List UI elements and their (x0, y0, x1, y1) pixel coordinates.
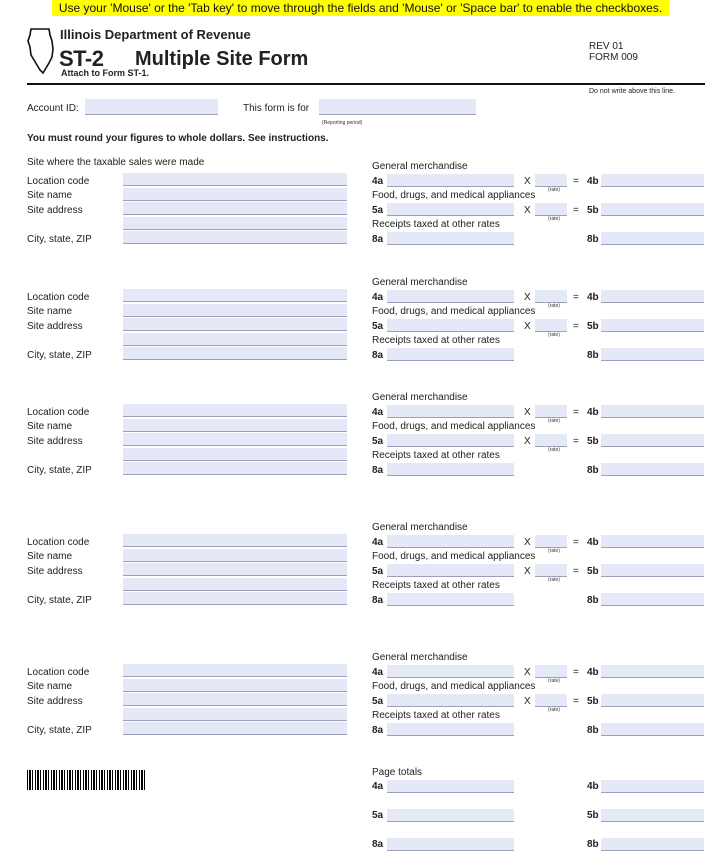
site-5-city-state-zip-field[interactable] (123, 722, 347, 735)
form-code: FORM 009 (589, 52, 638, 63)
rate-label: (rate) (548, 187, 560, 193)
site-1-address-line1-field[interactable] (123, 202, 347, 215)
revision-block (589, 41, 638, 63)
general-merchandise-label: General merchandise (372, 277, 468, 288)
location-code-label: Location code (27, 176, 90, 187)
equals-sign: = (573, 667, 579, 678)
site-2-site-name-field[interactable] (123, 304, 347, 317)
equals-sign: = (573, 292, 579, 303)
site-1-address-line2-field[interactable] (123, 217, 347, 230)
times-sign: X (524, 205, 531, 216)
general-merchandise-label: General merchandise (372, 652, 468, 663)
instruction-banner: Use your 'Mouse' or the 'Tab key' to move through the fields and 'Mouse' or 'Space bar' to enable the checkboxes. (52, 0, 669, 16)
illinois-state-icon (25, 27, 57, 75)
line-8b-label: 8b (587, 350, 599, 361)
line-5a-label: 5a (372, 321, 384, 332)
site-4-address-line2-field[interactable] (123, 578, 347, 591)
site-name-label: Site name (27, 190, 73, 201)
site-name-label: Site name (27, 681, 73, 692)
reporting-period-note: (Reporting period) (322, 120, 363, 126)
reporting-period-field[interactable] (319, 99, 476, 115)
line-5b-label: 5b (587, 696, 599, 707)
agency-name: Illinois Department of Revenue (60, 27, 251, 42)
do-not-write-note: Do not write above this line. (589, 88, 675, 95)
attach-note: Attach to Form ST-1. (61, 68, 150, 78)
site-2-4b-field[interactable] (601, 290, 704, 303)
site-2-5a-field[interactable] (387, 319, 514, 332)
general-merchandise-label: General merchandise (372, 392, 468, 403)
city-state-zip-label: City, state, ZIP (27, 234, 92, 245)
food-drugs-label: Food, drugs, and medical appliances (372, 421, 536, 432)
form-title: Multiple Site Form (135, 48, 309, 70)
account-id-field[interactable] (85, 99, 218, 115)
site-3-8b-field[interactable] (601, 463, 704, 476)
revision-label: REV 01 (589, 41, 624, 52)
site-2-4a-rate-field[interactable] (535, 290, 567, 303)
other-rates-label: Receipts taxed at other rates (372, 710, 500, 721)
total-line-5a-label: 5a (372, 810, 384, 821)
total-5b-field[interactable] (601, 809, 704, 822)
total-line-5b-label: 5b (587, 810, 599, 821)
line-8a-label: 8a (372, 725, 384, 736)
equals-sign: = (573, 321, 579, 332)
food-drugs-label: Food, drugs, and medical appliances (372, 306, 536, 317)
equals-sign: = (573, 205, 579, 216)
site-heading: Site where the taxable sales were made (27, 157, 205, 168)
times-sign: X (524, 292, 531, 303)
site-1-8a-field[interactable] (387, 232, 514, 245)
site-name-label: Site name (27, 551, 73, 562)
site-address-label: Site address (27, 436, 83, 447)
site-2-5b-field[interactable] (601, 319, 704, 332)
site-3-5a-rate-field[interactable] (535, 434, 567, 447)
food-drugs-label: Food, drugs, and medical appliances (372, 551, 536, 562)
site-1-8b-field[interactable] (601, 232, 704, 245)
times-sign: X (524, 537, 531, 548)
line-4b-label: 4b (587, 292, 599, 303)
times-sign: X (524, 667, 531, 678)
times-sign: X (524, 696, 531, 707)
site-address-label: Site address (27, 696, 83, 707)
location-code-label: Location code (27, 292, 90, 303)
barcode (27, 770, 147, 790)
rate-label: (rate) (548, 577, 560, 583)
site-5-5a-rate-field[interactable] (535, 694, 567, 707)
site-4-8b-field[interactable] (601, 593, 704, 606)
site-4-8a-field[interactable] (387, 593, 514, 606)
line-8a-label: 8a (372, 350, 384, 361)
total-8a-field[interactable] (387, 838, 514, 851)
site-address-label: Site address (27, 566, 83, 577)
site-1-4a-field[interactable] (387, 174, 514, 187)
site-4-city-state-zip-field[interactable] (123, 592, 347, 605)
site-address-label: Site address (27, 321, 83, 332)
site-1-5a-rate-field[interactable] (535, 203, 567, 216)
times-sign: X (524, 436, 531, 447)
rate-label: (rate) (548, 548, 560, 554)
total-8b-field[interactable] (601, 838, 704, 851)
site-4-4a-field[interactable] (387, 535, 514, 548)
site-1-city-state-zip-field[interactable] (123, 231, 347, 244)
site-2-5a-rate-field[interactable] (535, 319, 567, 332)
site-3-address-line1-field[interactable] (123, 433, 347, 446)
city-state-zip-label: City, state, ZIP (27, 465, 92, 476)
site-4-4a-rate-field[interactable] (535, 535, 567, 548)
general-merchandise-label: General merchandise (372, 522, 468, 533)
line-5a-label: 5a (372, 205, 384, 216)
line-5b-label: 5b (587, 566, 599, 577)
total-4b-field[interactable] (601, 780, 704, 793)
site-4-4b-field[interactable] (601, 535, 704, 548)
site-2-address-line2-field[interactable] (123, 333, 347, 346)
line-5b-label: 5b (587, 436, 599, 447)
line-5b-label: 5b (587, 321, 599, 332)
line-4b-label: 4b (587, 176, 599, 187)
total-line-8a-label: 8a (372, 839, 384, 850)
site-5-4a-field[interactable] (387, 665, 514, 678)
site-5-location-code-field[interactable] (123, 664, 347, 677)
site-name-label: Site name (27, 421, 73, 432)
rate-label: (rate) (548, 678, 560, 684)
line-8b-label: 8b (587, 465, 599, 476)
line-5a-label: 5a (372, 436, 384, 447)
times-sign: X (524, 176, 531, 187)
line-5a-label: 5a (372, 696, 384, 707)
form-number: ST-2 (59, 46, 104, 71)
site-2-4a-field[interactable] (387, 290, 514, 303)
site-2-8a-field[interactable] (387, 348, 514, 361)
city-state-zip-label: City, state, ZIP (27, 595, 92, 606)
equals-sign: = (573, 537, 579, 548)
site-2-city-state-zip-field[interactable] (123, 347, 347, 360)
line-4b-label: 4b (587, 667, 599, 678)
equals-sign: = (573, 176, 579, 187)
total-line-4a-label: 4a (372, 781, 384, 792)
site-3-4a-rate-field[interactable] (535, 405, 567, 418)
site-1-4a-rate-field[interactable] (535, 174, 567, 187)
total-5a-field[interactable] (387, 809, 514, 822)
times-sign: X (524, 566, 531, 577)
page-totals-heading: Page totals (372, 767, 423, 778)
site-1-location-code-field[interactable] (123, 173, 347, 186)
reporting-period-label: This form is for (243, 103, 310, 114)
site-5-5a-field[interactable] (387, 694, 514, 707)
rate-label: (rate) (548, 332, 560, 338)
line-8a-label: 8a (372, 234, 384, 245)
site-3-site-name-field[interactable] (123, 419, 347, 432)
site-1-5a-field[interactable] (387, 203, 514, 216)
total-line-4b-label: 4b (587, 781, 599, 792)
site-4-5a-field[interactable] (387, 564, 514, 577)
location-code-label: Location code (27, 537, 90, 548)
line-8b-label: 8b (587, 725, 599, 736)
equals-sign: = (573, 566, 579, 577)
site-4-5a-rate-field[interactable] (535, 564, 567, 577)
site-4-location-code-field[interactable] (123, 534, 347, 547)
site-address-label: Site address (27, 205, 83, 216)
site-5-address-line1-field[interactable] (123, 693, 347, 706)
rate-label: (rate) (548, 418, 560, 424)
total-line-8b-label: 8b (587, 839, 599, 850)
site-1-4b-field[interactable] (601, 174, 704, 187)
line-4a-label: 4a (372, 537, 384, 548)
equals-sign: = (573, 696, 579, 707)
location-code-label: Location code (27, 667, 90, 678)
city-state-zip-label: City, state, ZIP (27, 350, 92, 361)
site-4-5b-field[interactable] (601, 564, 704, 577)
city-state-zip-label: City, state, ZIP (27, 725, 92, 736)
line-8b-label: 8b (587, 234, 599, 245)
site-5-4a-rate-field[interactable] (535, 665, 567, 678)
site-3-4b-field[interactable] (601, 405, 704, 418)
total-4a-field[interactable] (387, 780, 514, 793)
site-3-5b-field[interactable] (601, 434, 704, 447)
other-rates-label: Receipts taxed at other rates (372, 450, 500, 461)
site-1-5b-field[interactable] (601, 203, 704, 216)
other-rates-label: Receipts taxed at other rates (372, 580, 500, 591)
rounding-instruction: You must round your figures to whole dollars. See instructions. (27, 133, 329, 144)
times-sign: X (524, 407, 531, 418)
site-5-8b-field[interactable] (601, 723, 704, 736)
line-4a-label: 4a (372, 176, 384, 187)
line-8a-label: 8a (372, 465, 384, 476)
site-2-8b-field[interactable] (601, 348, 704, 361)
site-name-label: Site name (27, 306, 73, 317)
equals-sign: = (573, 436, 579, 447)
site-4-site-name-field[interactable] (123, 549, 347, 562)
general-merchandise-label: General merchandise (372, 161, 468, 172)
site-3-address-line2-field[interactable] (123, 448, 347, 461)
site-1-site-name-field[interactable] (123, 188, 347, 201)
rate-label: (rate) (548, 447, 560, 453)
other-rates-label: Receipts taxed at other rates (372, 219, 500, 230)
line-8b-label: 8b (587, 595, 599, 606)
line-5b-label: 5b (587, 205, 599, 216)
account-id-label: Account ID: (27, 103, 79, 114)
times-sign: X (524, 321, 531, 332)
equals-sign: = (573, 407, 579, 418)
line-4a-label: 4a (372, 292, 384, 303)
site-2-address-line1-field[interactable] (123, 318, 347, 331)
line-4a-label: 4a (372, 667, 384, 678)
site-3-5a-field[interactable] (387, 434, 514, 447)
rate-label: (rate) (548, 303, 560, 309)
other-rates-label: Receipts taxed at other rates (372, 335, 500, 346)
food-drugs-label: Food, drugs, and medical appliances (372, 190, 536, 201)
food-drugs-label: Food, drugs, and medical appliances (372, 681, 536, 692)
rate-label: (rate) (548, 216, 560, 222)
header-rule (27, 83, 705, 85)
location-code-label: Location code (27, 407, 90, 418)
site-2-location-code-field[interactable] (123, 289, 347, 302)
line-4a-label: 4a (372, 407, 384, 418)
site-5-address-line2-field[interactable] (123, 708, 347, 721)
site-5-4b-field[interactable] (601, 665, 704, 678)
line-5a-label: 5a (372, 566, 384, 577)
site-3-location-code-field[interactable] (123, 404, 347, 417)
line-4b-label: 4b (587, 537, 599, 548)
site-3-8a-field[interactable] (387, 463, 514, 476)
site-3-city-state-zip-field[interactable] (123, 462, 347, 475)
rate-label: (rate) (548, 707, 560, 713)
site-5-5b-field[interactable] (601, 694, 704, 707)
site-4-address-line1-field[interactable] (123, 563, 347, 576)
line-8a-label: 8a (372, 595, 384, 606)
site-3-4a-field[interactable] (387, 405, 514, 418)
site-5-site-name-field[interactable] (123, 679, 347, 692)
line-4b-label: 4b (587, 407, 599, 418)
site-5-8a-field[interactable] (387, 723, 514, 736)
